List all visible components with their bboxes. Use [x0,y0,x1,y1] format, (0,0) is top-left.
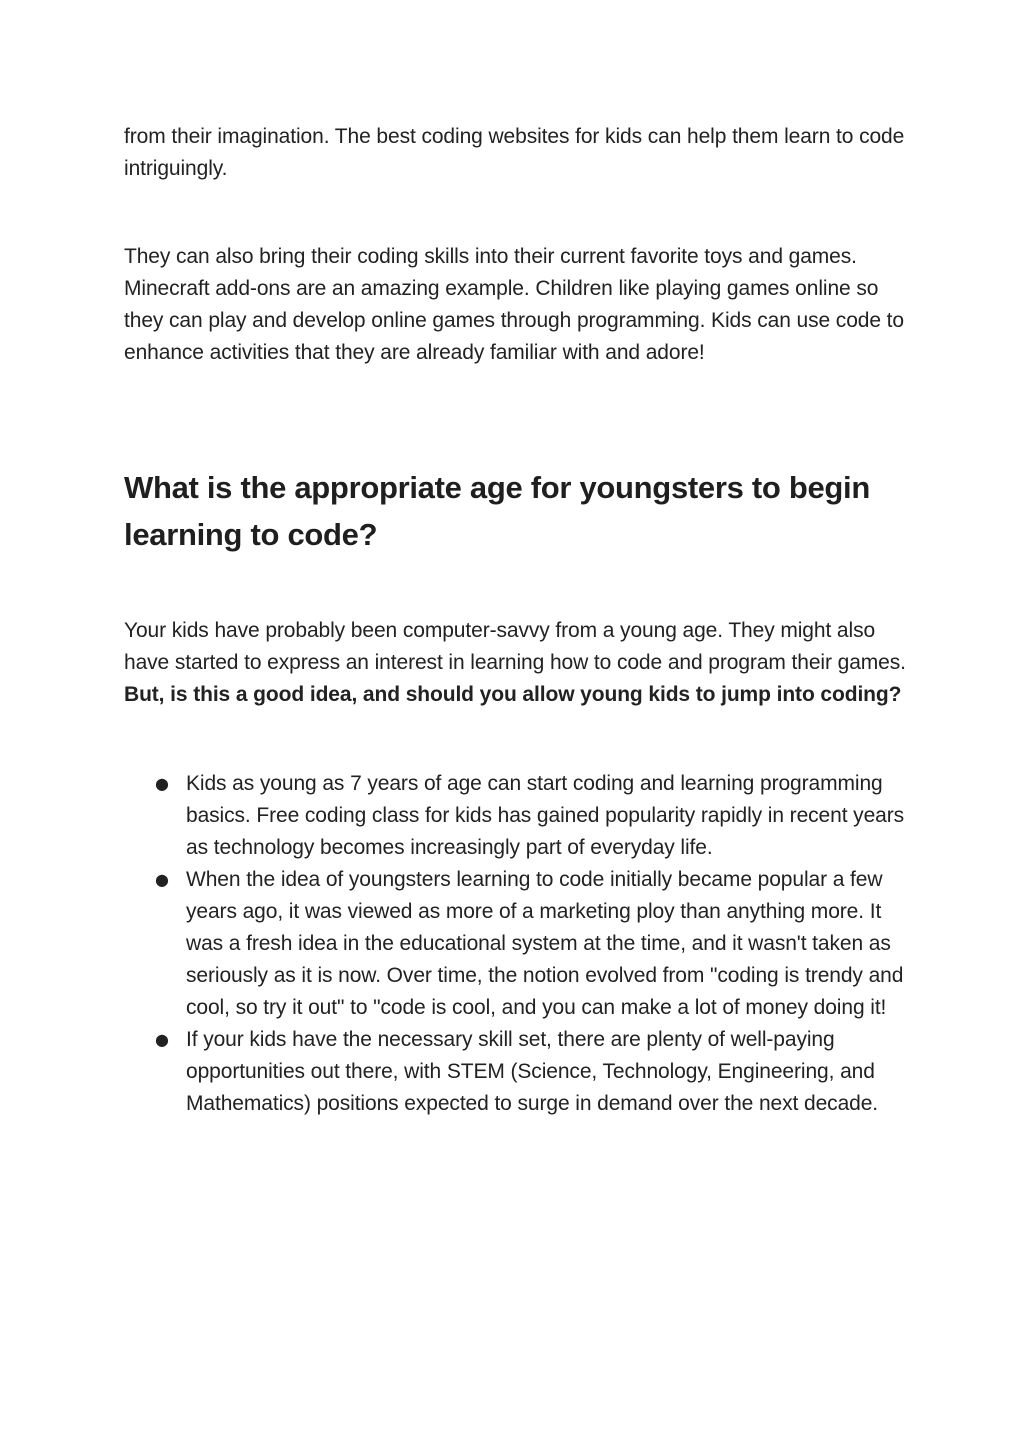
document-page [124,121,914,1120]
list-item [155,864,914,1024]
bullet-icon: ● [155,774,169,793]
age-paragraph-text: Your kids have probably been computer-savvy from a young age. They might also have started to express an interest in learning how to code and program their games. [124,619,906,674]
list-item [155,768,914,864]
list-item-text: When the idea of youngsters learning to code initially became popular a few years ago, it was viewed as more of a marketing ploy than anything more. It was a fresh idea in the educational system at the time, and it wasn't taken as seriously as it is now. Over time, the notion evolved from "coding is trendy and cool, so try it out" to "code is cool, and you can make a lot of money doing it! [186,868,904,1019]
bullet-list [124,768,914,1120]
list-item [155,1024,914,1120]
intro-paragraph: from their imagination. The best coding websites for kids can help them learn to code intriguingly. [124,125,905,180]
age-paragraph [124,615,914,711]
list-item-text: If your kids have the necessary skill set, there are plenty of well-paying opportunities out there, with STEM (Science, Technology, Engineering, and Mathematics) positions expected to surge in demand over the next decade. [186,1028,879,1115]
bullet-icon: ● [155,870,169,889]
toys-paragraph: They can also bring their coding skills into their current favorite toys and games. Minecraft add-ons are an amazing example. Children like playing games online so they can play and develop online games through programming. Kids can use code to enhance activities that they are already familiar with and adore! [124,245,904,364]
age-paragraph-bold: But, is this a good idea, and should you allow young kids to jump into coding? [124,683,902,706]
list-item-text: Kids as young as 7 years of age can start coding and learning programming basics. Free coding class for kids has gained popularity rapidly in recent years as technology becomes increasingly part of everyday life. [186,772,905,859]
bullet-icon: ● [155,1030,169,1049]
section-heading: What is the appropriate age for youngsters to begin learning to code? [124,470,871,552]
